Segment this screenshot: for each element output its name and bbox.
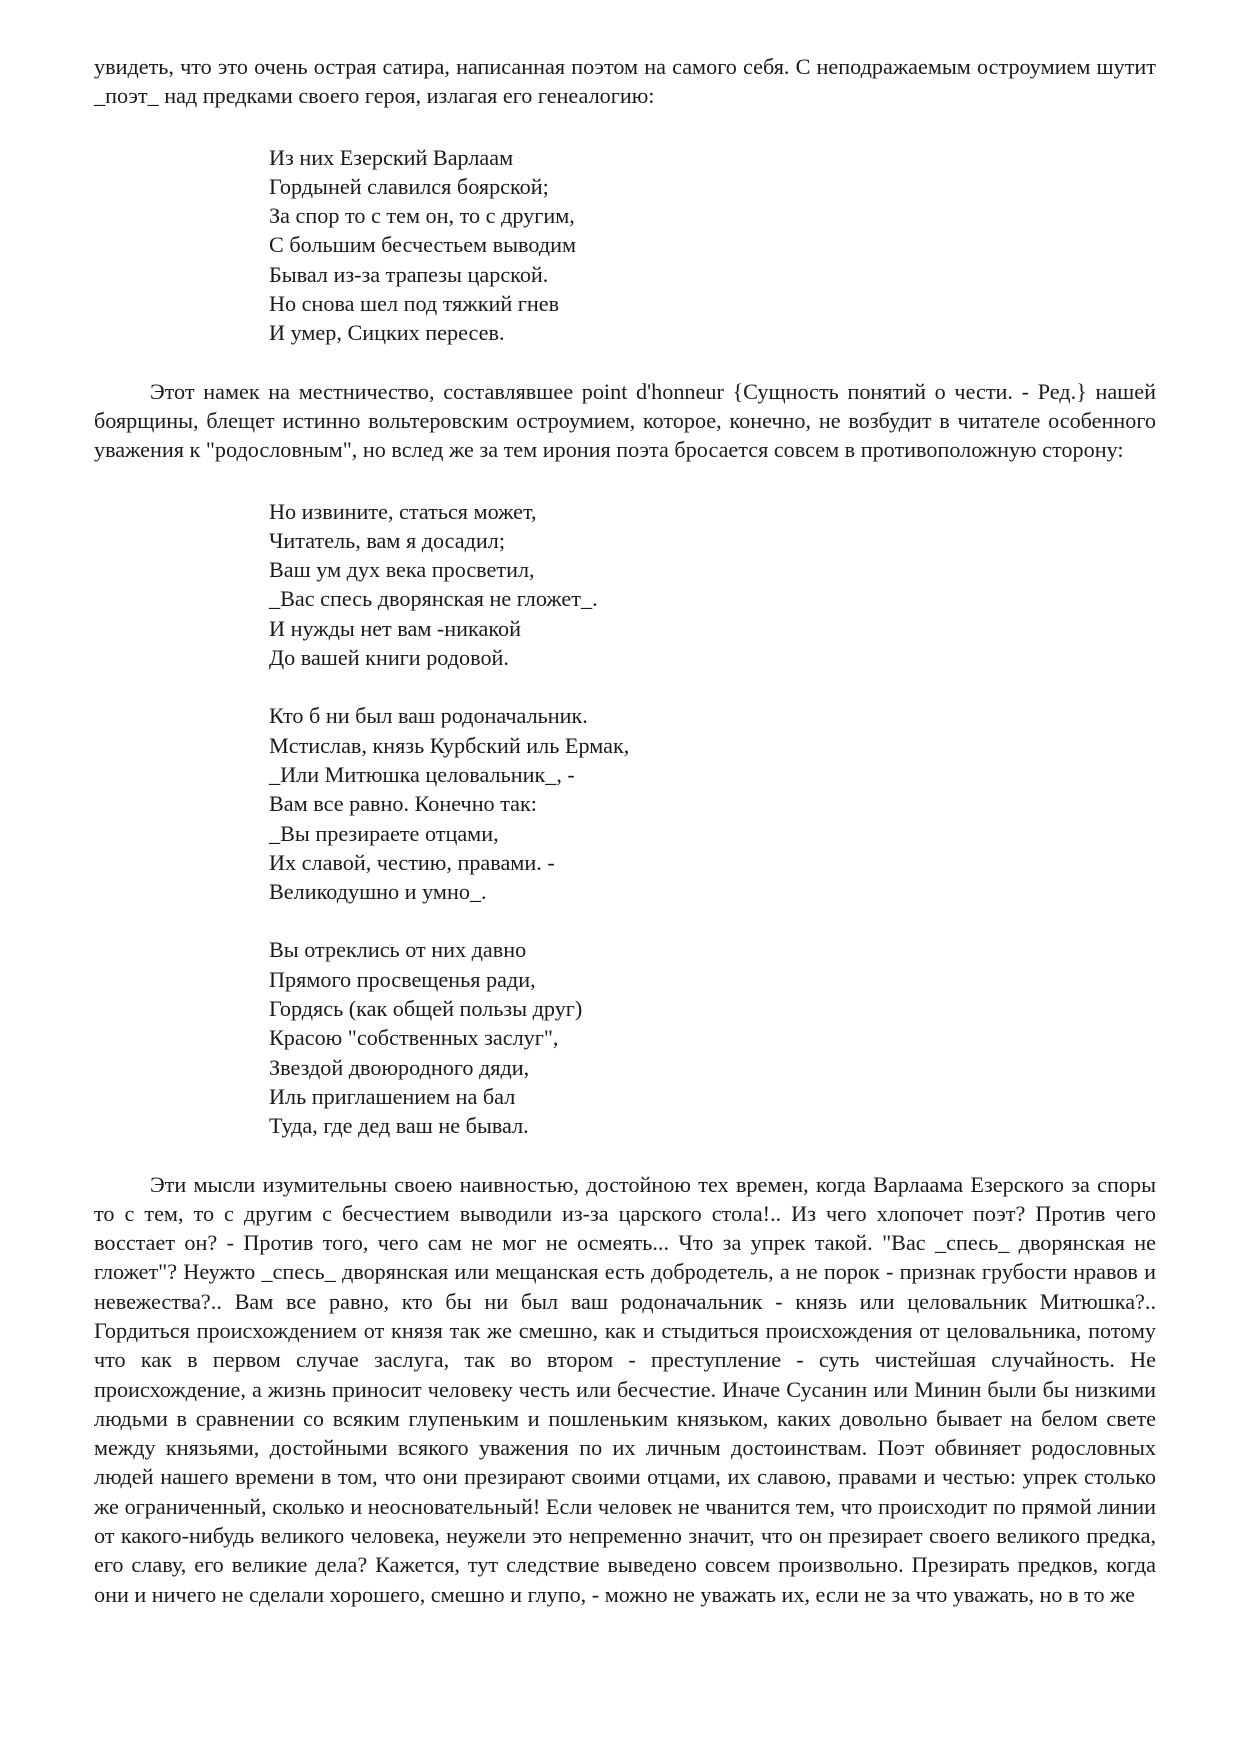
verse-line: До вашей книги родовой. (269, 645, 509, 671)
verse-line: Из них Езерский Варлаам (269, 144, 514, 170)
verse-line: Прямого просвещенья ради, (269, 966, 536, 992)
verse-line: Великодушно и умно_. (269, 879, 487, 905)
verse-line: Их славой, честию, правами. - (269, 849, 555, 875)
verse-line: _Или Митюшка целовальник_, - (269, 761, 575, 787)
verse-line: Вы отреклись от них давно (269, 937, 527, 963)
verse-line: Читатель, вам я досадил; (269, 527, 506, 553)
verse-line: Мстислав, князь Курбский иль Ермак, (269, 732, 630, 758)
verse-line: Кто б ни был ваш родоначальник. (269, 703, 588, 729)
verse-line: Туда, где дед ваш не бывал. (269, 1113, 529, 1139)
verse-line: _Вас спесь дворянская не гложет_. (269, 586, 598, 612)
verse-line: Но снова шел под тяжкий гнев (269, 291, 560, 317)
verse-line: Гордясь (как общей пользы друг) (269, 996, 583, 1022)
verse-line: С большим бесчестьем выводим (269, 232, 576, 258)
paragraph-2: Этот намек на местничество, составлявшее point d'honneur {Сущность понятий о чести. - Ред.} нашей боярщины, блещет истинно вольтеровским остроумием, которое, конечно, не возбудит в читателе особенного уважения к "родословным", но вслед же за тем ирония поэта бросается совсем в противоположную сторону: (94, 378, 1156, 463)
verse-line: И умер, Сицких пересев. (269, 320, 505, 346)
verse-block-2 (94, 497, 1156, 1141)
verse-line: Иль приглашением на бал (269, 1083, 516, 1109)
verse-line: Бывал из-за трапезы царской. (269, 261, 549, 287)
verse-line: И нужды нет вам -никакой (269, 615, 521, 641)
verse-stanza-2 (269, 701, 1156, 906)
verse-stanza-1 (269, 497, 1156, 673)
verse-line: Ваш ум дух века просветил, (269, 557, 535, 583)
paragraph-3: Эти мысли изумительны своею наивностью, достойною тех времен, когда Варлаама Езерского за споры то с тем, то с другим с бесчестием выводили из-за царского стола!.. Из чего хлопочет поэт? Против чего восстает он? - Против того, чего сам не мог не осмеять... Что за упрек такой. "Вас _спесь_ дворянская не гложет"? Неужто _спесь_ дворянская или мещанская есть добродетель, а не порок - признак грубости нравов и невежества?.. Вам все равно, кто бы ни был ваш родоначальник - князь или целовальник Митюшка?.. Гордиться происхождением от князя так же смешно, как и стыдиться происхождения от целовальника, потому что как в первом случае заслуга, так во втором - преступление - суть чистейшая случайность. Не происхождение, а жизнь приносит человеку честь или бесчестие. Иначе Сусанин или Минин были бы низкими людьми в сравнении со всяким глупеньким и пошленьким князьком, каких довольно бывает на белом свете между князьями, достойными всякого уважения по их личным достоинствам. Поэт обвиняет родословных людей нашего времени в том, что они презирают своими отцами, их славою, правами и честью: упрек столько же ограниченный, сколько и неосновательный! Если человек не чванится тем, что происходит по прямой линии от какого-нибудь великого человека, неужели это непременно значит, что он презирает своего великого предка, его славу, его великие дела? Кажется, тут следствие выведено совсем произвольно. Презирать предков, когда они и ничего не сделали хорошего, смешно и глупо, - можно не уважать их, если не за что уважать, но в то же (94, 1171, 1156, 1607)
verse-stanza-3 (269, 935, 1156, 1140)
verse-line: Вам все равно. Конечно так: (269, 791, 537, 817)
verse-line: Красою "собственных заслуг", (269, 1025, 559, 1051)
verse-line: Но извините, статься может, (269, 498, 537, 524)
opening-paragraph: увидеть, что это очень острая сатира, написанная поэтом на самого себя. С неподражаемым остроумием шутит _поэт_ над предками своего героя, излагая его генеалогию: (94, 54, 1156, 109)
document-page (94, 52, 1156, 1609)
verse-line: Звездой двоюродного дяди, (269, 1054, 530, 1080)
verse-line: За спор то с тем он, то с другим, (269, 203, 575, 229)
verse-block-1 (94, 143, 1156, 348)
verse-line: _Вы презираете отцами, (269, 820, 499, 846)
verse-line: Гордыней славился боярской; (269, 173, 549, 199)
